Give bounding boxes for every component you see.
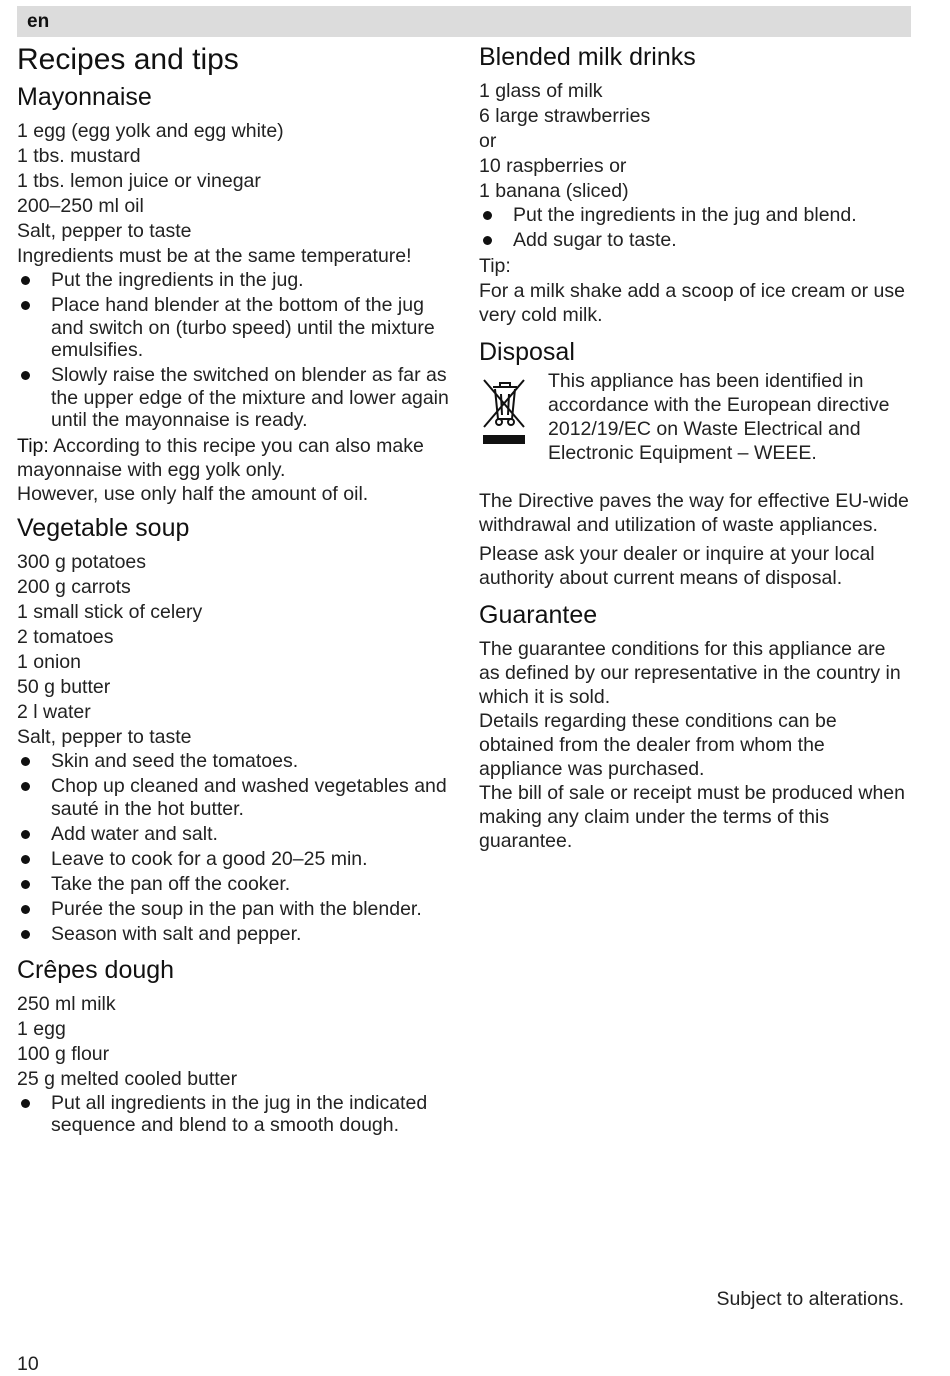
crepes-section [17, 953, 457, 1137]
bullet-icon [21, 855, 30, 864]
ingredient-line: 6 large strawberries [479, 105, 651, 127]
step-text: Place hand blender at the bottom of the jug and switch on (turbo speed) until the mixture emulsifies. [51, 294, 435, 361]
language-label: en [27, 11, 50, 32]
right-column [479, 40, 911, 853]
ingredient-line: Salt, pepper to taste [17, 220, 192, 242]
guarantee-heading: Guarantee [479, 601, 598, 629]
ingredient-line: or [479, 130, 497, 152]
ingredient-line: 1 tbs. mustard [17, 145, 141, 167]
language-bar [17, 6, 911, 37]
ingredient-line: 10 raspberries or [479, 155, 627, 177]
tip-extra: However, use only half the amount of oil. [17, 483, 369, 505]
ingredient-line: 1 onion [17, 651, 81, 673]
ingredient-line: 2 l water [17, 701, 91, 723]
ingredient-line: 250 ml milk [17, 992, 116, 1015]
ingredient-line: 1 glass of milk [479, 80, 603, 102]
bullet-icon [21, 905, 30, 914]
ingredient-line: 1 banana (sliced) [479, 180, 629, 202]
step-text: Put the ingredients in the jug and blend. [513, 204, 857, 226]
step-item [17, 294, 457, 362]
crepes-heading: Crêpes dough [17, 955, 175, 984]
page-title: Recipes and tips [17, 43, 239, 76]
step-text: Season with salt and pepper. [51, 922, 302, 945]
ingredient-line: 1 tbs. lemon juice or vinegar [17, 170, 261, 192]
step-item [17, 873, 457, 896]
step-item [17, 923, 457, 946]
step-item [17, 750, 457, 773]
ingredient-line: 1 egg (egg yolk and egg white) [17, 120, 284, 142]
ingredient-line: 2 tomatoes [17, 626, 114, 648]
guarantee-section [479, 598, 911, 853]
step-item [17, 269, 457, 292]
guarantee-paragraph: Details regarding these conditions can be obtained from the dealer from whom the appliance was purchased. [479, 710, 837, 780]
bullet-icon [21, 371, 30, 380]
step-text: Add sugar to taste. [513, 229, 677, 251]
left-column [17, 40, 457, 1139]
bullet-icon [21, 782, 30, 791]
ingredient-line: 1 egg [17, 1017, 66, 1040]
milk-heading: Blended milk drinks [479, 43, 696, 71]
disposal-notice [479, 369, 911, 489]
weee-crossed-bin-icon [481, 377, 527, 449]
bullet-icon [21, 930, 30, 939]
disposal-heading: Disposal [479, 338, 575, 366]
ingredient-line: Ingredients must be at the same temperature! [17, 245, 412, 267]
bullet-icon [21, 830, 30, 839]
step-text: Slowly raise the switched on blender as far as the upper edge of the mixture and lower again until the mayonnaise is ready. [51, 364, 449, 431]
soup-heading: Vegetable soup [17, 514, 190, 542]
ingredient-line: Salt, pepper to taste [17, 726, 192, 748]
disposal-paragraph: The Directive paves the way for effective EU-wide withdrawal and utilization of waste appliances. [479, 490, 909, 536]
bullet-icon [483, 236, 492, 245]
mayonnaise-heading: Mayonnaise [17, 83, 152, 111]
page-number: 10 [17, 1353, 39, 1375]
ingredient-line: 1 small stick of celery [17, 601, 203, 623]
tip-label: Tip: [17, 435, 49, 457]
step-item [17, 898, 457, 921]
ingredient-line: 25 g melted cooled butter [17, 1067, 238, 1090]
step-item [479, 204, 911, 227]
step-text: Leave to cook for a good 20–25 min. [51, 847, 368, 870]
bullet-icon [21, 301, 30, 310]
bullet-icon [21, 276, 30, 285]
tip-text: According to this recipe you can also make mayonnaise with egg yolk only. [17, 435, 424, 481]
disposal-section [479, 335, 911, 590]
bullet-icon [21, 1099, 30, 1108]
step-text: Put all ingredients in the jug in the indicated sequence and blend to a smooth dough. [51, 1091, 428, 1136]
step-text: Skin and seed the tomatoes. [51, 750, 299, 772]
ingredient-line: 50 g butter [17, 676, 111, 698]
tip-text: For a milk shake add a scoop of ice cream or use very cold milk. [479, 280, 905, 326]
vegetable-soup-section [17, 511, 457, 945]
step-text: Take the pan off the cooker. [51, 872, 291, 895]
step-item [17, 848, 457, 871]
milk-drinks-section [479, 40, 911, 327]
disposal-text: This appliance has been identified in accordance with the European directive 2012/19/EC on Waste Electrical and Electronic Equipment – WEEE. [548, 370, 890, 464]
footer-note: Subject to alterations. [716, 1288, 904, 1310]
bullet-icon [483, 211, 492, 220]
guarantee-paragraph: The bill of sale or receipt must be produced when making any claim under the terms of this guarantee. [479, 782, 905, 852]
disposal-paragraph: Please ask your dealer or inquire at your local authority about current means of disposal. [479, 543, 875, 589]
step-text: Purée the soup in the pan with the blender. [51, 897, 422, 920]
bullet-icon [21, 880, 30, 889]
tip-paragraph [17, 434, 457, 482]
mayonnaise-section [17, 80, 457, 506]
step-text: Put the ingredients in the jug. [51, 269, 304, 291]
tip-label: Tip: [479, 255, 511, 277]
ingredient-line: 200 g carrots [17, 576, 131, 598]
bullet-icon [21, 757, 30, 766]
step-item [17, 823, 457, 846]
step-text: Chop up cleaned and washed vegetables and sauté in the hot butter. [51, 775, 447, 820]
step-item [479, 229, 911, 252]
step-item [17, 364, 457, 432]
ingredient-line: 100 g flour [17, 1042, 110, 1065]
ingredient-line: 200–250 ml oil [17, 195, 144, 217]
step-text: Add water and salt. [51, 822, 218, 845]
step-item [17, 1092, 457, 1137]
ingredient-line: 300 g potatoes [17, 551, 147, 573]
step-item [17, 775, 457, 820]
guarantee-paragraph: The guarantee conditions for this appliance are as defined by our representative in the country in which it is sold. [479, 638, 901, 708]
